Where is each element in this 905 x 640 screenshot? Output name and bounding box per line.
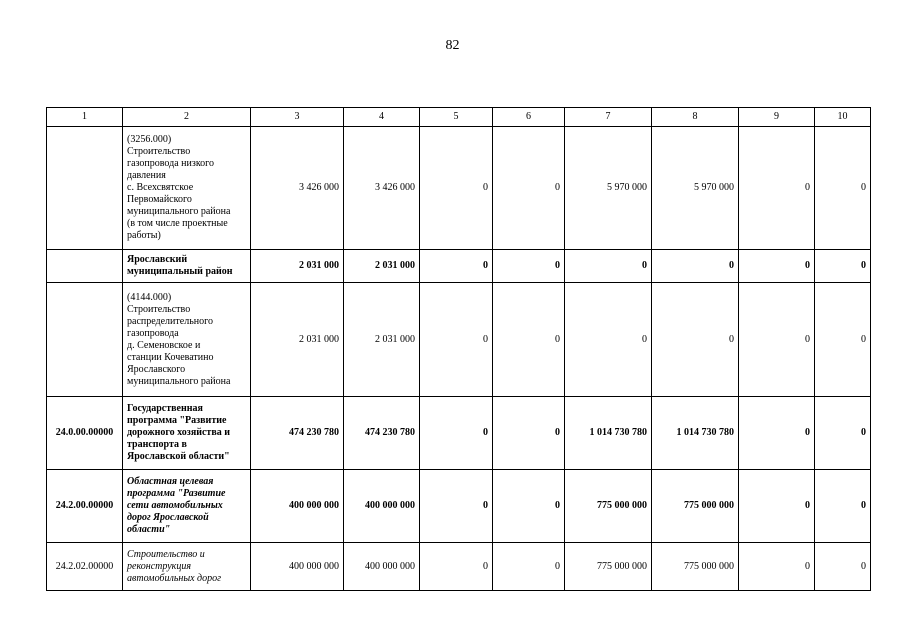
value-cell: 0: [493, 127, 565, 250]
value-cell: 3 426 000: [251, 127, 344, 250]
column-header: 4: [344, 108, 420, 127]
value-cell: 0: [420, 470, 493, 543]
column-header: 2: [123, 108, 251, 127]
code-cell: 24.2.00.00000: [47, 470, 123, 543]
table-row: [47, 250, 871, 283]
column-header: 10: [815, 108, 871, 127]
value-cell: 775 000 000: [565, 543, 652, 591]
value-cell: 0: [815, 127, 871, 250]
value-cell: 0: [565, 283, 652, 397]
value-cell: 0: [420, 250, 493, 283]
value-cell: 0: [652, 283, 739, 397]
value-cell: 0: [493, 470, 565, 543]
value-cell: 0: [420, 127, 493, 250]
value-cell: 0: [739, 127, 815, 250]
value-cell: 2 031 000: [251, 250, 344, 283]
table-row: [47, 397, 871, 470]
value-cell: 2 031 000: [344, 283, 420, 397]
code-cell: [47, 250, 123, 283]
code-cell: [47, 283, 123, 397]
value-cell: 400 000 000: [251, 543, 344, 591]
value-cell: 0: [739, 470, 815, 543]
value-cell: 0: [739, 250, 815, 283]
value-cell: 400 000 000: [344, 470, 420, 543]
value-cell: 400 000 000: [344, 543, 420, 591]
value-cell: 0: [420, 543, 493, 591]
value-cell: 1 014 730 780: [565, 397, 652, 470]
name-cell: (3256.000) Строительство газопровода низкого давления с. Всехсвятское Первомайского муниципального района (в том числе проектные работы): [123, 127, 251, 250]
value-cell: 0: [815, 470, 871, 543]
value-cell: 0: [493, 283, 565, 397]
column-header: 3: [251, 108, 344, 127]
value-cell: 0: [739, 397, 815, 470]
value-cell: 2 031 000: [251, 283, 344, 397]
name-cell: Ярославский муниципальный район: [123, 250, 251, 283]
value-cell: 775 000 000: [565, 470, 652, 543]
table-row: [47, 283, 871, 397]
value-cell: 0: [420, 397, 493, 470]
column-header: 1: [47, 108, 123, 127]
value-cell: 0: [815, 397, 871, 470]
column-header: 7: [565, 108, 652, 127]
column-header: 8: [652, 108, 739, 127]
column-header: 6: [493, 108, 565, 127]
value-cell: 0: [739, 283, 815, 397]
value-cell: 5 970 000: [652, 127, 739, 250]
value-cell: 0: [493, 397, 565, 470]
code-cell: 24.2.02.00000: [47, 543, 123, 591]
value-cell: 0: [815, 283, 871, 397]
value-cell: 0: [815, 250, 871, 283]
table-row: [47, 127, 871, 250]
value-cell: 775 000 000: [652, 470, 739, 543]
value-cell: 5 970 000: [565, 127, 652, 250]
column-header: 5: [420, 108, 493, 127]
value-cell: 2 031 000: [344, 250, 420, 283]
code-cell: [47, 127, 123, 250]
name-cell: Областная целевая программа "Развитие сети автомобильных дорог Ярославской области": [123, 470, 251, 543]
value-cell: 400 000 000: [251, 470, 344, 543]
table-row: [47, 543, 871, 591]
value-cell: 0: [493, 543, 565, 591]
value-cell: 1 014 730 780: [652, 397, 739, 470]
value-cell: 0: [493, 250, 565, 283]
value-cell: 775 000 000: [652, 543, 739, 591]
value-cell: 0: [565, 250, 652, 283]
value-cell: 0: [420, 283, 493, 397]
name-cell: (4144.000) Строительство распределительного газопровода д. Семеновское и станции Кочеватино Ярославского муниципального района: [123, 283, 251, 397]
value-cell: 0: [739, 543, 815, 591]
page-number: 82: [445, 38, 460, 53]
value-cell: 474 230 780: [344, 397, 420, 470]
column-header: 9: [739, 108, 815, 127]
budget-table: [46, 107, 871, 591]
table-row: [47, 470, 871, 543]
code-cell: 24.0.00.00000: [47, 397, 123, 470]
value-cell: 0: [652, 250, 739, 283]
name-cell: Государственная программа "Развитие дорожного хозяйства и транспорта в Ярославской области": [123, 397, 251, 470]
value-cell: 0: [815, 543, 871, 591]
column-number-header-row: [47, 108, 871, 127]
name-cell: Строительство и реконструкция автомобильных дорог: [123, 543, 251, 591]
value-cell: 474 230 780: [251, 397, 344, 470]
value-cell: 3 426 000: [344, 127, 420, 250]
